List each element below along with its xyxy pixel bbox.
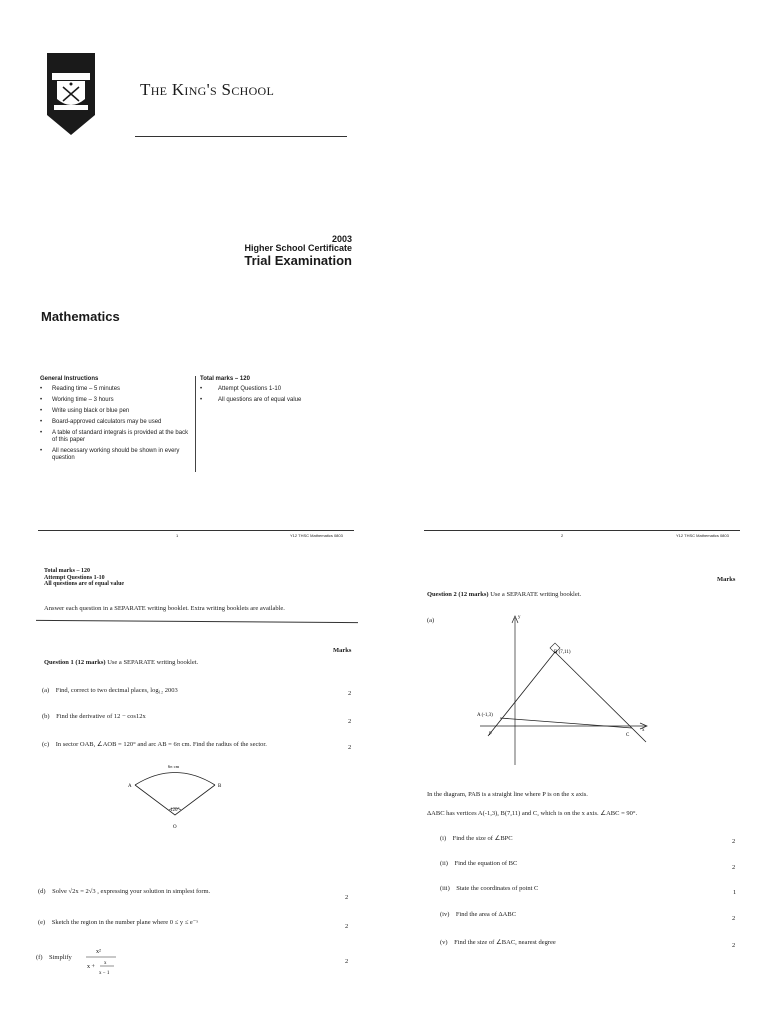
subject-title: Mathematics xyxy=(41,309,120,324)
page1-footer-rule xyxy=(38,530,354,531)
q2-sub-iv-marks: 2 xyxy=(732,915,736,922)
q1-part-e-marks: 2 xyxy=(345,923,349,930)
title-rule xyxy=(135,136,347,137)
q2-intro-line2: ΔABC has vertices A(-1,3), B(7,11) and C, which is on the x axis. ∠ABC = 90°. xyxy=(427,810,638,817)
q2-sub-i-marks: 2 xyxy=(732,838,736,845)
equal-value: All questions are of equal value xyxy=(44,581,125,587)
q2-intro-line1: In the diagram, PAB is a straight line where P is on the x axis. xyxy=(427,791,588,798)
point-o-label: O xyxy=(173,825,177,830)
total-marks-item: • All questions are of equal value xyxy=(200,397,350,404)
general-instructions xyxy=(40,376,192,466)
point-a-label: A xyxy=(128,784,132,789)
q2-sub-iii: (iii) State the coordinates of point C xyxy=(440,885,539,892)
general-instructions-heading: General Instructions xyxy=(40,376,99,382)
exam-title: Trial Examination xyxy=(244,253,352,268)
q2-sub-iii-marks: 1 xyxy=(733,889,737,896)
point-p-label: P xyxy=(489,732,492,737)
total-marks-list xyxy=(200,386,350,404)
fraction-inner-den: x − 1 xyxy=(99,971,110,976)
q1-part-b: (b) Find the derivative of 12 − cos12x xyxy=(42,713,146,720)
x-axis-label: x xyxy=(642,728,645,733)
instruction-item: • A table of standard integrals is provided at the back of this paper xyxy=(40,430,192,444)
page1-footer-ref: Y12 THSC Mathematics 0803 xyxy=(290,533,343,538)
total-marks-box xyxy=(200,376,350,408)
marks-label: Marks xyxy=(333,647,352,654)
total-marks: Total marks – 120 xyxy=(44,568,90,574)
point-b-label: B xyxy=(218,784,222,789)
school-name: The King's School xyxy=(140,80,275,99)
attempt-questions: Attempt Questions 1-10 xyxy=(44,574,105,581)
page3-header-rule xyxy=(36,620,358,623)
q1-part-d: (d) Solve √2x = 2√3 , expressing your solution in simplest form. xyxy=(38,888,211,895)
q1-part-c-marks: 2 xyxy=(348,744,352,751)
q1-part-c: (c) In sector OAB, ∠AOB = 120° and arc AB = 6π cm. Find the radius of the sector. xyxy=(42,741,267,748)
question1-title: Question 1 (12 marks) Use a SEPARATE writing booklet. xyxy=(44,659,199,666)
fraction-den-x: x + xyxy=(87,964,95,970)
y-axis-label: y xyxy=(518,615,521,620)
q2-sub-i: (i) Find the size of ∠BPC xyxy=(440,835,513,842)
exam-year: 2003 xyxy=(331,234,352,244)
instruction-item: • Board-approved calculators may be used xyxy=(40,419,192,426)
q1-part-f: (f) Simplify xyxy=(36,954,72,961)
column-separator xyxy=(195,376,196,472)
arc-label: 6π cm xyxy=(168,764,180,769)
q2-sub-v: (v) Find the size of ∠BAC, nearest degree xyxy=(440,939,556,946)
fraction-numerator: x² xyxy=(96,949,101,955)
q2-sub-v-marks: 2 xyxy=(732,942,736,949)
instruction-item: • Working time – 3 hours xyxy=(40,397,192,404)
page1-footer-page: 1 xyxy=(176,533,179,538)
instruction-item: • Reading time – 5 minutes xyxy=(40,386,192,393)
fraction-inner-num: x xyxy=(104,961,107,966)
angle-label: 120° xyxy=(170,808,180,813)
page2-footer-ref: Y12 THSC Mathematics 0803 xyxy=(676,533,729,538)
school-crest-logo xyxy=(47,53,95,135)
simplify-fraction xyxy=(82,944,122,980)
instruction-item: • All necessary working should be shown in every question xyxy=(40,448,192,462)
q1-part-a: (a) Find, correct to two decimal places, log₁₂ 2003 xyxy=(42,687,178,694)
sector-diagram xyxy=(120,760,230,832)
point-b-label: B (7,11) xyxy=(554,650,571,655)
instruction-item: • Write using black or blue pen xyxy=(40,408,192,415)
q2-sub-ii: (ii) Find the equation of BC xyxy=(440,860,518,867)
certificate-name: Higher School Certificate xyxy=(244,243,352,253)
total-marks-item: • Attempt Questions 1-10 xyxy=(200,386,350,393)
question2-title: Question 2 (12 marks) Use a SEPARATE writing booklet. xyxy=(427,591,582,598)
q1-part-b-marks: 2 xyxy=(348,718,352,725)
page2-footer-rule xyxy=(424,530,740,531)
total-marks-heading: Total marks – 120 xyxy=(200,376,250,382)
q2-part-a-label: (a) xyxy=(427,617,435,624)
q2-sub-ii-marks: 2 xyxy=(732,864,736,871)
answer-note: Answer each question in a SEPARATE writing booklet. Extra writing booklets are available. xyxy=(44,605,285,612)
q1-part-a-marks: 2 xyxy=(348,690,352,697)
point-a-label: A (-1,3) xyxy=(477,713,493,718)
triangle-diagram xyxy=(470,610,660,770)
q1-part-d-marks: 2 xyxy=(345,894,349,901)
point-c-label: C xyxy=(626,733,630,738)
general-instructions-list xyxy=(40,386,192,462)
q1-part-e: (e) Sketch the region in the number plane where 0 ≤ y ≤ e⁻ˣ xyxy=(38,919,199,926)
page3-header xyxy=(44,568,124,588)
q2-sub-iv: (iv) Find the area of ΔABC xyxy=(440,911,517,918)
q1-part-f-marks: 2 xyxy=(345,958,349,965)
page2-footer-page: 2 xyxy=(561,533,564,538)
page4-marks-label: Marks xyxy=(717,576,736,583)
